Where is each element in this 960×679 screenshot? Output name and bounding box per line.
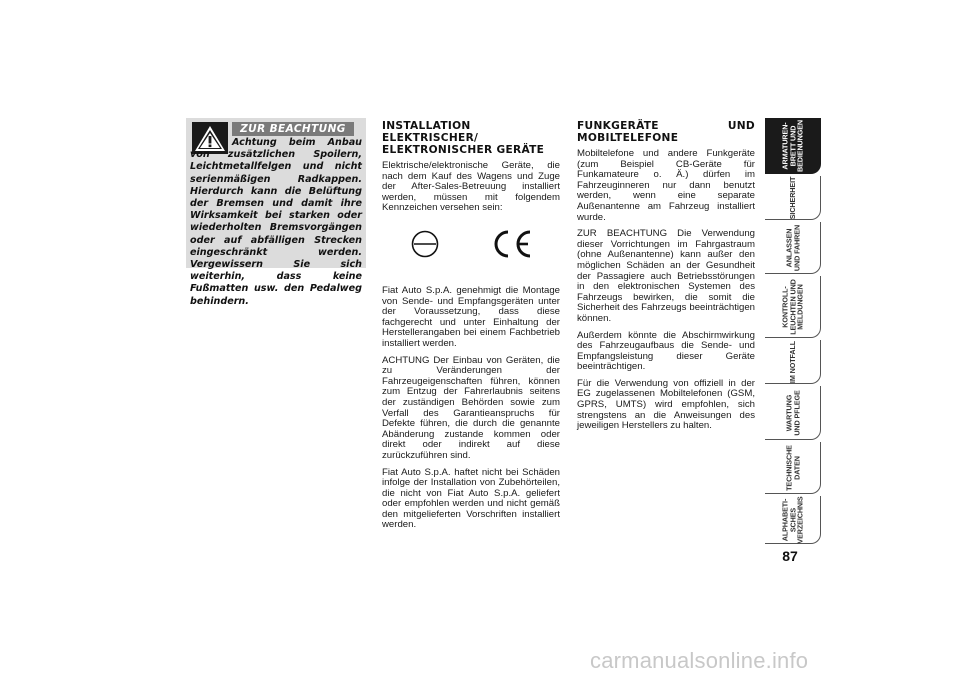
installation-paragraph-3: ACHTUNG Der Einbau von Geräten, die zu Veränderungen der Fahrzeugeigenschaften führen, können zum Entzug der Fahrerlaubnis seitens der zuständigen Behörden sowie zum Verfall des Garantieanspruchs für Defekte führen, die durch die genannte Abänderung zustande kommen oder direkt oder indirekt auf diese zurückzuführen sind. — [382, 354, 560, 461]
approval-marks — [400, 222, 550, 266]
installation-section-continued — [382, 286, 560, 537]
installation-paragraph-1: Elektrische/elektronische Geräte, die nach dem Kauf des Wagens und Zuge der After-Sales-Betreuung installiert werden, müssen mit folgendem Kennzeichen versehen sein: — [382, 160, 560, 214]
tab-label: WARTUNG UND PFLEGE — [783, 389, 801, 436]
tab-verzeichnis[interactable] — [765, 496, 821, 544]
page-number: 87 — [782, 548, 798, 564]
tab-label: ANLASSEN UND FAHREN — [783, 224, 801, 271]
tab-label: ARMATUREN- BRETT UND BEDIENUNGEN — [780, 119, 805, 172]
tab-wartung[interactable] — [765, 386, 821, 440]
tab-label: TECHNISCHE DATEN — [783, 444, 801, 491]
warning-banner: ZUR BEACHTUNG — [232, 122, 354, 136]
radio-devices-heading: FUNKGERÄTE UND MOBILTELEFONE — [577, 120, 755, 144]
tab-label: SICHERHEIT — [787, 176, 797, 219]
tab-kontrollleuchten[interactable] — [765, 276, 821, 338]
tab-label: ALPHABETI- SCHES VERZEICHNIS — [780, 495, 805, 544]
tab-technische-daten[interactable] — [765, 442, 821, 494]
tab-armaturenbrett[interactable] — [765, 118, 821, 174]
installation-paragraph-4: Fiat Auto S.p.A. haftet nicht bei Schäden infolge der Installation von Zubehörteilen, die nicht von Fiat Auto S.p.A. geliefert oder empfohlen werden und nicht gemäß den mitgelieferten Vorschriften installiert werden. — [382, 466, 560, 531]
ce-mark-icon — [496, 232, 530, 256]
e-mark-icon — [413, 232, 438, 257]
tab-im-notfall[interactable] — [765, 340, 821, 384]
installation-heading: INSTALLATION ELEKTRISCHER/ ELEKTRONISCHER GERÄTE — [382, 120, 545, 156]
installation-section — [382, 120, 560, 220]
installation-paragraph-2: Fiat Auto S.p.A. genehmigt die Montage von Sende- und Empfangsgeräten unter der Voraussetzung, dass diese fachgerecht und unter Einhaltung der Herstellerangaben bei einem Fachbetrieb installiert werden. — [382, 285, 560, 349]
radio-paragraph-2: ZUR BEACHTUNG Die Verwendung dieser Vorrichtungen im Fahrgastraum (ohne Außenantenne) kann außer den möglichen Schäden an der Gesundheit der Passagiere auch Betriebsstörungen in den elektronischen Systemen des Fahrzeugs bewirken, die somit die Sicherheit des Fahrzeugs beeinträchtigen können. — [577, 228, 755, 324]
radio-devices-section — [577, 120, 755, 438]
tab-label: IM NOTFALL — [787, 340, 797, 383]
watermark: carmanualsonline.info — [590, 648, 809, 673]
radio-paragraph-1: Mobiltelefone und andere Funkgeräte (zum Beispiel CB-Geräte für Funkamateure o. Ä.) dürfen im Fahrzeuginneren nur dann benutzt werden, wenn eine separate Außenantenne am Fahrzeug installiert wurde. — [577, 148, 755, 223]
radio-paragraph-4: Für die Verwendung von offiziell in der EG zugelassenen Mobiltelefonen (GSM, GPRS, UMTS) wird empfohlen, sich strengstens an die Anweisungen des jeweiligen Herstellers zu halten. — [577, 377, 755, 432]
tab-label: KONTROLL- LEUCHTEN UND MELDUNGEN — [780, 278, 805, 335]
warning-text: Achtung beim Anbau von zusätzlichen Spoilern, Leichtmetallfelgen und nicht serienmäßigen Radkappen. Hierdurch kann die Belüftung der Bremsen und damit ihre Wirksamkeit bei starken oder wiederholten Bremsvorgängen oder auf abfälligen Strecken eingeschränkt werden. Vergewissern Sie sich weiterhin, dass keine Fußmatten usw. den Pedalweg behindern. — [190, 137, 362, 307]
tab-anlassen[interactable] — [765, 222, 821, 274]
tab-sicherheit[interactable] — [765, 176, 821, 220]
radio-paragraph-3: Außerdem könnte die Abschirmwirkung des Fahrzeugaufbaus die Sende- und Empfangsleistung dieser Geräte beeinträchtigen. — [577, 329, 755, 373]
